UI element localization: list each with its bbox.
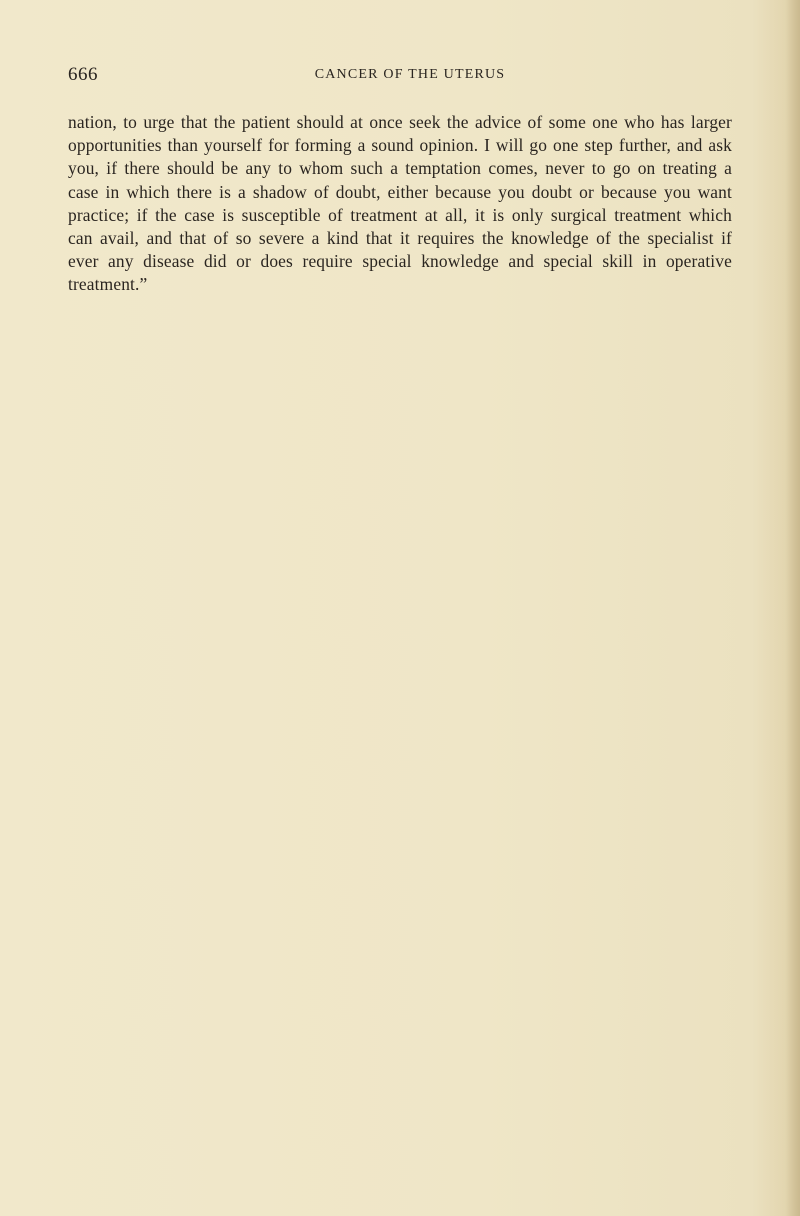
body-paragraph: nation, to urge that the patient should at once seek the advice of some one who has larger opportunities than yourself for forming a sound opinion. I will go one step further, and ask you, if there should be any to whom such a temptation comes, never to go on treating a case in which there is a shadow of doubt, either because you doubt or because you want practice; if the case is susceptible of treatment at all, it is only surgical treatment which can avail, and that of so severe a kind that it requires the knowledge of the specialist if ever any disease did or does require special knowledge and special skill in operative treatment.” xyxy=(68,112,732,295)
page-number: 666 xyxy=(68,64,98,85)
page-edge-shadow xyxy=(786,0,800,1216)
running-title: CANCER OF THE UTERUS xyxy=(314,67,506,82)
page-header xyxy=(68,64,732,88)
